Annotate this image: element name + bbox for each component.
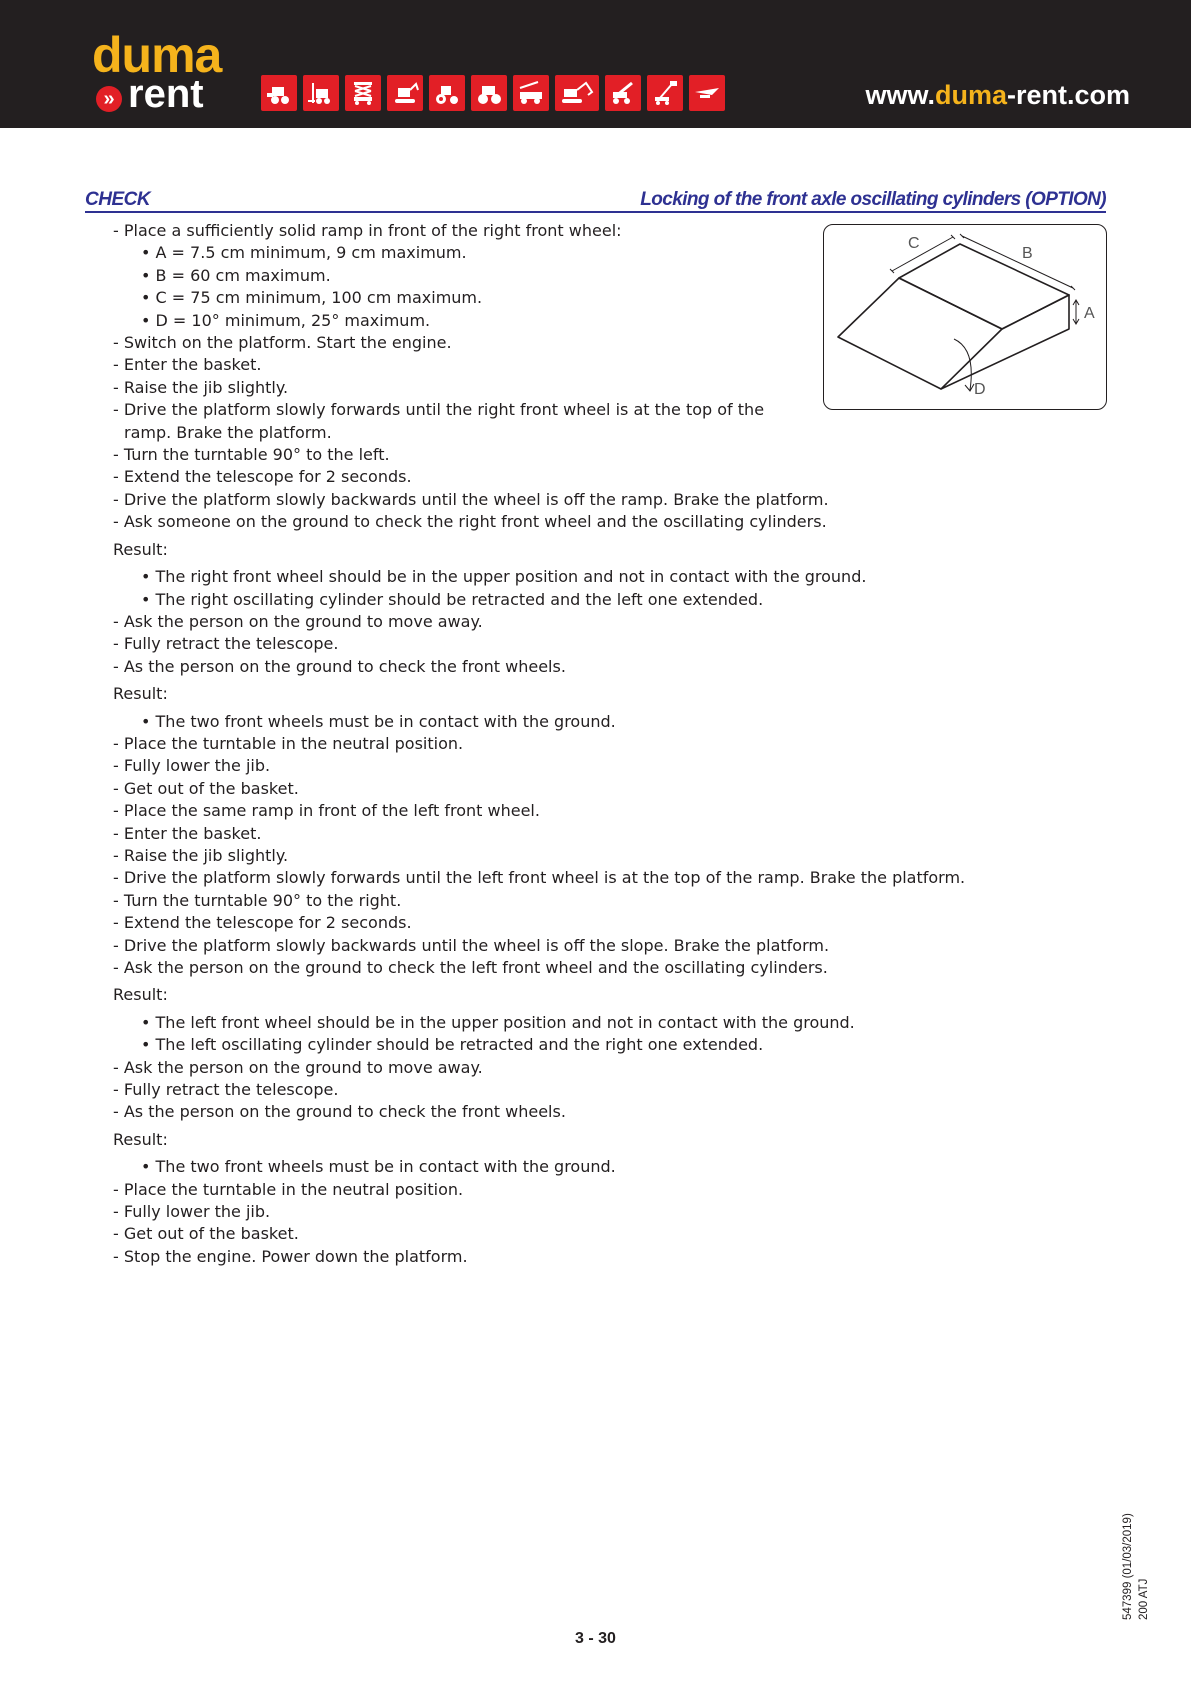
step: - Fully lower the jib. [113,756,271,776]
step: - Switch on the platform. Start the engine. [113,333,452,353]
step: - Stop the engine. Power down the platform. [113,1246,468,1266]
url-suffix: -rent.com [1006,80,1130,110]
step: - Place the turntable in the neutral position. [113,733,464,753]
step: - Extend the telescope for 2 seconds. [113,913,412,933]
result-item: • The two front wheels must be in contact with the ground. [141,711,616,731]
spec-item: • A = 7.5 cm minimum, 9 cm maximum. [141,243,467,263]
step: - Drive the platform slowly backwards until the wheel is off the slope. Brake the platform. [113,935,830,955]
step: - Place a sufficiently solid ramp in front of the right front wheel: [113,221,622,240]
aerial-platform-icon [689,75,725,111]
step: - Drive the platform slowly forwards until the left front wheel is at the top of the ramp. Brake the platform. [113,868,966,888]
boom-lift-icon [647,75,683,111]
result-label: Result: [113,684,168,704]
section-title-right: Locking of the front axle oscillating cylinders (OPTION) [640,189,1106,210]
result-label: Result: [113,1129,168,1149]
step: - Fully retract the telescope. [113,634,339,654]
doc-ref-number: 547399 (01/03/2019) [1122,1513,1134,1620]
url-accent: duma [934,80,1007,110]
spec-item: • C = 75 cm minimum, 100 cm maximum. [141,288,483,308]
instruction-list [113,220,1033,1268]
step: - Ask the person on the ground to move away. [113,1057,483,1077]
spec-item: • D = 10° minimum, 25° maximum. [141,310,431,330]
scissor-lift-icon [345,75,381,111]
step: - Get out of the basket. [113,1224,299,1244]
step: - Ask the person on the ground to check the left front wheel and the oscillating cylinders. [113,958,828,977]
telehandler-icon [605,75,641,111]
step: - Place the turntable in the neutral position. [113,1179,464,1199]
step: - As the person on the ground to check the front wheels. [113,1102,566,1122]
forklift-icon [303,75,339,111]
label-a: A [1084,305,1095,322]
doc-model: 200 ATJ [1138,1578,1150,1620]
step: - Raise the jib slightly. [113,845,289,865]
result-label: Result: [113,985,168,1005]
step: - Ask someone on the ground to check the right front wheel and the oscillating cylinders. [113,512,827,532]
section-title-left: CHECK [85,189,151,210]
step: - Turn the turntable 90° to the right. [113,890,402,910]
crane-truck-icon [513,75,549,111]
step: - Fully lower the jib. [113,1202,271,1222]
step: - Turn the turntable 90° to the left. [113,445,390,465]
step: - Raise the jib slightly. [113,377,289,397]
section-divider [85,211,1106,213]
result-label: Result: [113,539,168,559]
page-number: 3 - 30 [575,1630,616,1647]
step: - Drive the platform slowly backwards until the wheel is off the ramp. Brake the platform. [113,489,829,509]
label-d: D [974,381,986,398]
step: - Drive the platform slowly forwards until the right front wheel is at the top of the ramp. Brake the platform. [113,400,765,442]
logo-chevron-icon: » [96,86,122,112]
spec-item: • B = 60 cm maximum. [141,265,331,285]
step: - Ask the person on the ground to move away. [113,611,483,631]
document-reference [1120,1513,1152,1620]
result-item: • The left front wheel should be in the upper position and not in contact with the ground. [141,1012,855,1032]
url-prefix: www. [865,80,935,110]
label-c: C [908,235,920,252]
result-item: • The two front wheels must be in contact with the ground. [141,1157,616,1177]
logo-rent-word: rent [128,72,204,116]
step: - Get out of the basket. [113,778,299,798]
logo-duma-text: duma [92,27,222,83]
excavator-icon [555,75,599,111]
mini-excavator-icon [387,75,423,111]
label-b: B [1022,245,1033,262]
step: - As the person on the ground to check the front wheels. [113,656,566,676]
step: - Enter the basket. [113,355,262,375]
step: - Enter the basket. [113,823,262,843]
equipment-icons [261,75,725,111]
step: - Fully retract the telescope. [113,1080,339,1100]
tractor-icon [429,75,465,111]
result-item: • The left oscillating cylinder should be retracted and the right one extended. [141,1035,764,1055]
logo-rent-text [103,72,204,116]
header-bar [0,0,1191,128]
result-item: • The right front wheel should be in the upper position and not in contact with the ground. [141,567,867,587]
loader-icon [261,75,297,111]
step: - Place the same ramp in front of the left front wheel. [113,801,540,821]
step: - Extend the telescope for 2 seconds. [113,467,412,487]
website-url[interactable] [865,80,1130,111]
compactor-icon [471,75,507,111]
result-item: • The right oscillating cylinder should be retracted and the left one extended. [141,589,764,609]
